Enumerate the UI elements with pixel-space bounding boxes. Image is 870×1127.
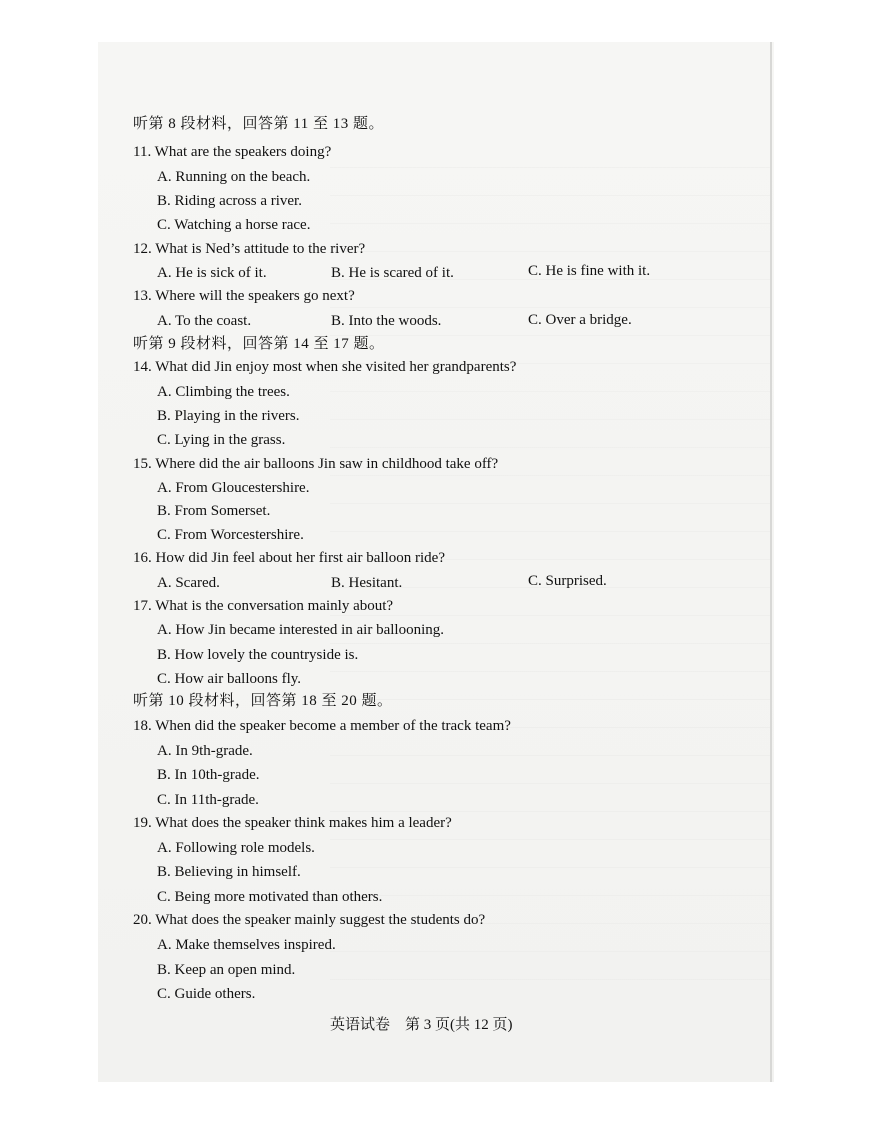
question-17-option-a: A. How Jin became interested in air ballooning. [157, 622, 445, 638]
question-12-option-c: C. He is fine with it. [528, 263, 651, 279]
question-19-option-b: B. Believing in himself. [157, 864, 301, 880]
question-18-option-a: A. In 9th-grade. [157, 743, 253, 759]
question-18: 18. When did the speaker become a member of the track team? [133, 718, 511, 734]
section-heading-10: 听第 10 段材料，回答第 18 至 20 题。 [133, 693, 393, 709]
question-15-option-b: B. From Somerset. [157, 503, 271, 519]
section-heading-9: 听第 9 段材料，回答第 14 至 17 题。 [133, 336, 385, 352]
question-13-option-a: A. To the coast. [157, 313, 252, 329]
question-11-option-a: A. Running on the beach. [157, 169, 311, 185]
question-19-option-a: A. Following role models. [157, 840, 315, 856]
question-12-option-b: B. He is scared of it. [331, 265, 454, 281]
question-17-option-c: C. How air balloons fly. [157, 671, 302, 687]
question-15-option-c: C. From Worcestershire. [157, 527, 304, 543]
question-12-option-a: A. He is sick of it. [157, 265, 267, 281]
question-17-option-b: B. How lovely the countryside is. [157, 647, 359, 663]
question-15-option-a: A. From Gloucestershire. [157, 480, 310, 496]
question-14-option-a: A. Climbing the trees. [157, 384, 290, 400]
page-footer: 英语试卷 第 3 页(共 12 页) [330, 1017, 513, 1033]
question-13-option-b: B. Into the woods. [331, 313, 442, 329]
question-16-option-c: C. Surprised. [528, 573, 607, 589]
question-19-option-c: C. Being more motivated than others. [157, 889, 383, 905]
question-14-option-b: B. Playing in the rivers. [157, 408, 300, 424]
question-16-option-a: A. Scared. [157, 575, 220, 591]
question-20-option-a: A. Make themselves inspired. [157, 937, 336, 953]
question-13: 13. Where will the speakers go next? [133, 288, 355, 304]
question-11-option-b: B. Riding across a river. [157, 193, 302, 209]
question-14-option-c: C. Lying in the grass. [157, 432, 286, 448]
question-16: 16. How did Jin feel about her first air balloon ride? [133, 550, 445, 566]
question-20-option-b: B. Keep an open mind. [157, 962, 296, 978]
question-12: 12. What is Ned’s attitude to the river? [133, 241, 366, 257]
question-14: 14. What did Jin enjoy most when she visited her grandparents? [133, 359, 517, 375]
question-11: 11. What are the speakers doing? [133, 144, 332, 160]
question-13-option-c: C. Over a bridge. [528, 312, 632, 328]
question-18-option-c: C. In 11th-grade. [157, 792, 259, 808]
question-15: 15. Where did the air balloons Jin saw in childhood take off? [133, 456, 499, 472]
question-17: 17. What is the conversation mainly about? [133, 598, 394, 614]
section-heading-8: 听第 8 段材料，回答第 11 至 13 题。 [133, 116, 384, 132]
question-11-option-c: C. Watching a horse race. [157, 217, 311, 233]
question-20: 20. What does the speaker mainly suggest the students do? [133, 912, 486, 928]
question-19: 19. What does the speaker think makes him a leader? [133, 815, 452, 831]
question-20-option-c: C. Guide others. [157, 986, 256, 1002]
question-18-option-b: B. In 10th-grade. [157, 767, 260, 783]
question-16-option-b: B. Hesitant. [331, 575, 403, 591]
